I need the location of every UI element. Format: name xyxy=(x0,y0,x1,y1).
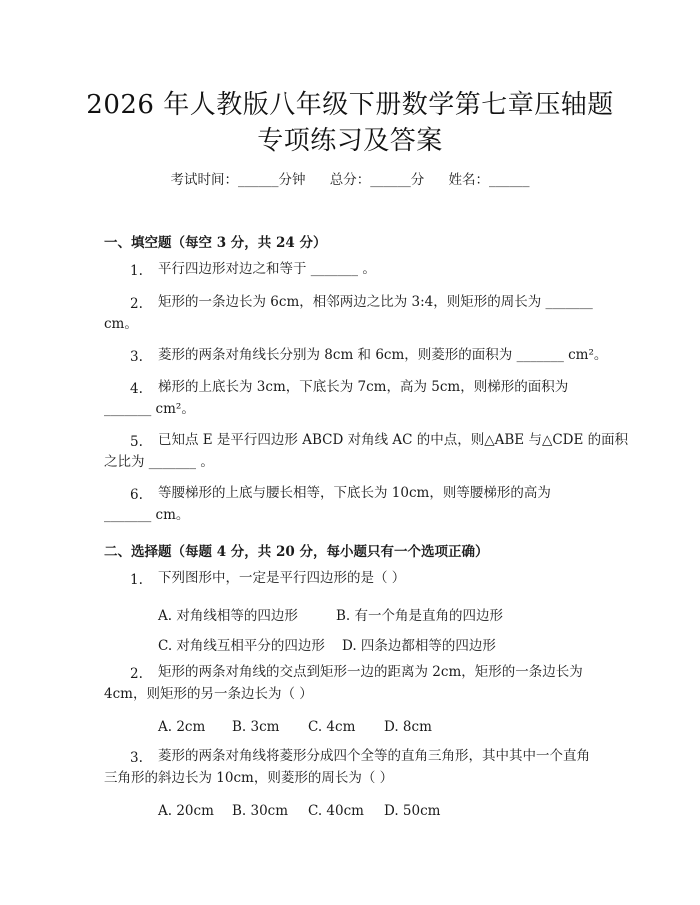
section-heading-fill-blank: 一、填空题（每空 3 分，共 24 分） xyxy=(104,235,327,251)
question-text: 矩形的一条边长为 6cm，相邻两边之比为 3:4，则矩形的周长为 _______ xyxy=(158,294,593,310)
question-number: 5. xyxy=(130,434,143,450)
question-text-cont: _______ cm。 xyxy=(104,507,190,523)
page-title-line1: 2026 年人教版八年级下册数学第七章压轴题 xyxy=(86,90,614,120)
question-text: 菱形的两条对角线将菱形分成四个全等的直角三角形，其中其中一个直角 xyxy=(158,748,590,764)
option-b: B. 3cm xyxy=(232,719,280,735)
question-number: 3. xyxy=(130,349,143,365)
option-a: A. 2cm xyxy=(158,719,206,735)
question-text: 平行四边形对边之和等于 _______ 。 xyxy=(158,261,376,277)
question-number: 2. xyxy=(130,296,143,312)
question-text-cont: 4cm，则矩形的另一条边长为（ ） xyxy=(104,686,313,702)
question-text: 菱形的两条对角线长分别为 8cm 和 6cm，则菱形的面积为 _______ cm²。 xyxy=(158,347,608,363)
exam-name: 姓名：______ xyxy=(448,172,530,188)
option-d: D. 50cm xyxy=(384,803,441,819)
option-c: C. 40cm xyxy=(308,803,364,819)
option-d: D. 8cm xyxy=(384,719,432,735)
question-number: 3. xyxy=(130,750,143,766)
question-number: 2. xyxy=(130,666,143,682)
question-text-cont: cm。 xyxy=(104,316,138,332)
option-a: A. 20cm xyxy=(158,803,214,819)
option-d: D. 四条边都相等的四边形 xyxy=(342,638,496,654)
question-number: 4. xyxy=(130,381,143,397)
question-text-cont: _______ cm²。 xyxy=(104,401,195,417)
option-b: B. 有一个角是直角的四边形 xyxy=(336,608,504,624)
question-number: 6. xyxy=(130,487,143,503)
option-c: C. 4cm xyxy=(308,719,356,735)
exam-score: 总分：______分 xyxy=(329,172,425,188)
page-title-line2: 专项练习及答案 xyxy=(257,126,443,156)
question-text: 矩形的两条对角线的交点到矩形一边的距离为 2cm，矩形的一条边长为 xyxy=(158,664,583,680)
option-a: A. 对角线相等的四边形 xyxy=(158,608,298,624)
question-text-cont: 之比为 _______ 。 xyxy=(104,454,214,470)
exam-info xyxy=(0,168,700,188)
question-text-cont: 三角形的斜边长为 10cm，则菱形的周长为（ ） xyxy=(104,770,394,786)
question-text: 下列图形中，一定是平行四边形的是（ ） xyxy=(158,570,406,586)
exam-time: 考试时间：______分钟 xyxy=(170,172,306,188)
question-text: 已知点 E 是平行四边形 ABCD 对角线 AC 的中点，则△ABE 与△CDE 的面积 xyxy=(158,432,629,448)
option-c: C. 对角线互相平分的四边形 xyxy=(158,638,325,654)
option-b: B. 30cm xyxy=(232,803,289,819)
question-number: 1. xyxy=(130,572,143,588)
question-number: 1. xyxy=(130,263,143,279)
question-text: 梯形的上底长为 3cm，下底长为 7cm，高为 5cm，则梯形的面积为 xyxy=(158,379,569,395)
section-heading-multiple-choice: 二、选择题（每题 4 分，共 20 分，每小题只有一个选项正确） xyxy=(104,544,489,560)
question-text: 等腰梯形的上底与腰长相等，下底长为 10cm，则等腰梯形的高为 xyxy=(158,485,551,501)
